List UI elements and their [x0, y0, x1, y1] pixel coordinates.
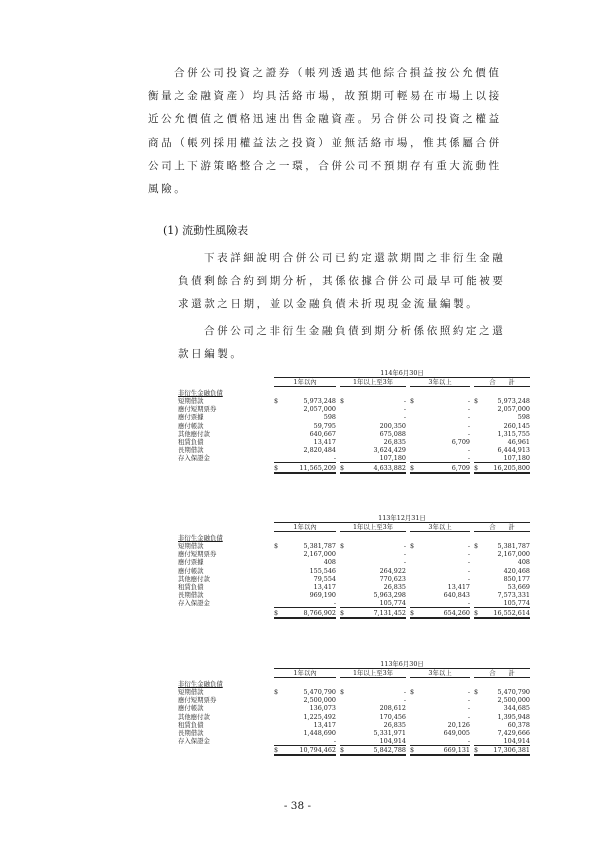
row-label: 應付票據 [178, 413, 204, 422]
row-label: 存入保證金 [178, 737, 210, 746]
currency-sign: $ [474, 608, 479, 617]
value-cell: - [467, 429, 470, 438]
value-cell: 5,470,790 [497, 688, 530, 696]
value-cell: 53,669 [507, 583, 530, 591]
column-header: 合 計 [474, 523, 530, 532]
currency-sign: $ [410, 542, 415, 550]
value-cell: - [403, 542, 406, 550]
value-cell: - [467, 550, 470, 559]
row-label: 租賃負債 [178, 438, 204, 446]
value-cell: - [467, 542, 470, 550]
intro-line: 合併公司投資之證券（帳列透過其他綜合損益按公允價值 [174, 67, 502, 79]
currency-sign: $ [474, 542, 479, 550]
page-number: - 38 - [283, 800, 312, 812]
value-cell: 2,057,000 [497, 405, 530, 414]
total-cell: 669,131 [410, 746, 470, 756]
para-line: 合併公司之非衍生金融負債到期分析係依照約定之還 [204, 325, 506, 337]
total-cell: 17,306,381 [474, 746, 530, 756]
total-cell: 10,794,462 [274, 746, 336, 756]
value-cell: 7,429,666 [497, 729, 530, 737]
value-cell: - [467, 421, 470, 430]
value-cell: 3,624,429 [373, 446, 406, 455]
value-cell: - [467, 574, 470, 583]
row-label: 存入保證金 [178, 599, 210, 608]
value-cell: - [467, 696, 470, 705]
currency-sign: $ [340, 746, 345, 755]
currency-sign: $ [410, 463, 415, 472]
value-cell: - [274, 454, 336, 463]
section-label: 非衍生金融負債 [178, 680, 223, 688]
value-cell: - [467, 397, 470, 405]
value-cell: 2,820,484 [303, 446, 336, 455]
total-cell: 16,205,800 [474, 464, 530, 474]
currency-sign: $ [340, 608, 345, 617]
column-header: 1年以內 [274, 523, 336, 532]
row-label: 長期借款 [178, 591, 204, 600]
row-label: 短期借款 [178, 688, 204, 696]
currency-sign: $ [340, 542, 345, 550]
table-period: 114年6月30日 [274, 369, 530, 378]
row-label: 租賃負債 [178, 720, 204, 729]
value-cell: 79,554 [313, 574, 336, 583]
total-cell: 6,709 [410, 464, 470, 474]
currency-sign: $ [274, 688, 279, 696]
value-cell: 6,444,913 [497, 446, 530, 455]
row-label: 應付短期票券 [178, 550, 217, 559]
maturity-table [0, 369, 595, 509]
value-cell: - [403, 550, 406, 559]
total-cell: 5,842,788 [340, 746, 406, 756]
section-label: 非衍生金融負債 [178, 534, 223, 542]
row-label: 應付短期票券 [178, 405, 217, 414]
value-cell: 1,395,948 [497, 712, 530, 721]
value-cell: 136,073 [309, 704, 336, 713]
value-cell: 26,835 [383, 720, 406, 729]
table-period: 113年6月30日 [274, 660, 530, 669]
value-cell: 2,057,000 [303, 405, 336, 414]
intro-paragraph [148, 62, 502, 201]
intro-line: 衡量之金融資產）均具活絡市場，故預期可輕易在市場上以接 [148, 90, 502, 103]
value-cell: 5,331,971 [373, 729, 406, 737]
value-cell: 2,500,000 [497, 696, 530, 705]
total-cell: 11,565,209 [274, 464, 336, 474]
value-cell: 260,145 [503, 421, 530, 430]
row-label: 應付帳款 [178, 566, 204, 575]
value-cell: - [403, 696, 406, 705]
row-label: 其他應付款 [178, 712, 210, 721]
total-cell: 4,633,882 [340, 464, 406, 474]
row-label: 租賃負債 [178, 583, 204, 591]
value-cell: 13,417 [313, 583, 336, 591]
value-cell: - [403, 558, 406, 567]
currency-sign: $ [474, 397, 479, 405]
value-cell: - [410, 599, 470, 608]
value-cell: 60,378 [507, 720, 530, 729]
value-cell: 13,417 [447, 583, 470, 591]
value-cell: 59,795 [313, 421, 336, 430]
para-line: 下表詳細說明合併公司已約定還款期間之非衍生金融 [204, 252, 506, 264]
value-cell: 640,667 [309, 429, 336, 438]
intro-line: 風險。 [148, 183, 188, 196]
row-label: 應付帳款 [178, 704, 204, 713]
row-label: 短期借款 [178, 542, 204, 550]
row-label: 應付短期票券 [178, 696, 217, 705]
row-label: 長期借款 [178, 446, 204, 455]
currency-sign: $ [474, 746, 479, 755]
value-cell: 675,088 [379, 429, 406, 438]
value-cell: - [467, 558, 470, 567]
value-cell: 6,709 [451, 438, 470, 446]
para-line: 負債剩餘合約到期分析，其係依據合併公司最早可能被要 [178, 275, 506, 288]
value-cell: 104,914 [340, 737, 406, 746]
maturity-table [0, 660, 595, 800]
row-label: 長期借款 [178, 729, 204, 737]
value-cell: 1,315,755 [497, 429, 530, 438]
value-cell: 598 [517, 413, 530, 422]
currency-sign: $ [410, 397, 415, 405]
total-cell: 8,766,902 [274, 609, 336, 619]
currency-sign: $ [274, 463, 279, 472]
value-cell: 105,774 [340, 599, 406, 608]
value-cell: 969,190 [309, 591, 336, 600]
value-cell: 408 [323, 558, 336, 567]
currency-sign: $ [474, 463, 479, 472]
row-label: 其他應付款 [178, 574, 210, 583]
total-cell: 16,552,614 [474, 609, 530, 619]
value-cell: - [467, 704, 470, 713]
value-cell: - [274, 599, 336, 608]
column-header: 1年以上至3年 [340, 523, 406, 532]
para-line: 求還款之日期，並以金融負債未折現現金流量編製。 [178, 298, 480, 311]
row-label: 應付票據 [178, 558, 204, 567]
row-label: 短期借款 [178, 397, 204, 405]
value-cell: 26,835 [383, 583, 406, 591]
currency-sign: $ [274, 397, 279, 405]
intro-line: 近公允價值之價格迅速出售金融資產。另合併公司投資之權益 [148, 113, 502, 126]
value-cell: - [403, 688, 406, 696]
value-cell: 46,961 [507, 438, 530, 446]
column-header: 合 計 [474, 669, 530, 678]
value-cell: 2,167,000 [303, 550, 336, 559]
value-cell: 408 [517, 558, 530, 567]
value-cell: 264,922 [379, 566, 406, 575]
total-cell: 7,131,452 [340, 609, 406, 619]
value-cell: 20,126 [447, 720, 470, 729]
value-cell: 5,381,787 [497, 542, 530, 550]
column-header: 3年以上 [410, 378, 470, 387]
currency-sign: $ [410, 746, 415, 755]
intro-line: 商品（帳列採用權益法之投資）並無活絡市場，惟其係屬合併 [148, 136, 502, 149]
maturity-table [0, 514, 595, 654]
row-label: 存入保證金 [178, 454, 210, 463]
value-cell: 1,225,492 [303, 712, 336, 721]
value-cell: 2,500,000 [303, 696, 336, 705]
currency-sign: $ [410, 688, 415, 696]
column-header: 1年以內 [274, 669, 336, 678]
value-cell: - [403, 413, 406, 422]
column-header: 3年以上 [410, 523, 470, 532]
value-cell: 5,973,248 [303, 397, 336, 405]
value-cell: - [403, 397, 406, 405]
value-cell: 2,167,000 [497, 550, 530, 559]
section-heading: (1) 流動性風險表 [163, 224, 249, 237]
column-header: 1年以內 [274, 378, 336, 387]
value-cell: 105,774 [474, 599, 530, 608]
para-line: 款日編製。 [178, 348, 244, 361]
value-cell: 5,470,790 [303, 688, 336, 696]
currency-sign: $ [340, 463, 345, 472]
value-cell: 420,468 [503, 566, 530, 575]
value-cell: 1,448,690 [303, 729, 336, 737]
value-cell: 5,963,298 [373, 591, 406, 600]
column-header: 合 計 [474, 378, 530, 387]
value-cell: 770,623 [379, 574, 406, 583]
value-cell: 640,843 [443, 591, 470, 600]
column-header: 3年以上 [410, 669, 470, 678]
value-cell: 344,685 [503, 704, 530, 713]
value-cell: 649,005 [443, 729, 470, 737]
column-header: 1年以上至3年 [340, 378, 406, 387]
value-cell: 208,612 [379, 704, 406, 713]
currency-sign: $ [274, 542, 279, 550]
value-cell: 13,417 [313, 438, 336, 446]
value-cell: 5,381,787 [303, 542, 336, 550]
value-cell: - [274, 737, 336, 746]
value-cell: - [410, 737, 470, 746]
row-label: 其他應付款 [178, 429, 210, 438]
value-cell: - [467, 712, 470, 721]
currency-sign: $ [340, 397, 345, 405]
value-cell: 13,417 [313, 720, 336, 729]
value-cell: 850,177 [503, 574, 530, 583]
value-cell: - [467, 405, 470, 414]
maturity-paragraph [178, 320, 506, 366]
table-period: 113年12月31日 [274, 514, 530, 523]
column-header: 1年以上至3年 [340, 669, 406, 678]
intro-line: 公司上下游策略整合之一環，合併公司不預期存有重大流動性 [148, 159, 502, 172]
value-cell: - [467, 566, 470, 575]
value-cell: - [410, 454, 470, 463]
value-cell: 155,546 [309, 566, 336, 575]
currency-sign: $ [340, 688, 345, 696]
currency-sign: $ [274, 608, 279, 617]
value-cell: 598 [323, 413, 336, 422]
value-cell: - [403, 405, 406, 414]
value-cell: - [467, 413, 470, 422]
value-cell: 5,973,248 [497, 397, 530, 405]
row-label: 應付帳款 [178, 421, 204, 430]
value-cell: 107,180 [474, 454, 530, 463]
value-cell: 26,835 [383, 438, 406, 446]
value-cell: 170,456 [379, 712, 406, 721]
value-cell: 7,573,331 [497, 591, 530, 600]
value-cell: - [467, 446, 470, 455]
value-cell: 107,180 [340, 454, 406, 463]
currency-sign: $ [410, 608, 415, 617]
value-cell: - [467, 688, 470, 696]
section-label: 非衍生金融負債 [178, 389, 223, 397]
value-cell: 104,914 [474, 737, 530, 746]
currency-sign: $ [274, 746, 279, 755]
value-cell: 200,350 [379, 421, 406, 430]
total-cell: 654,260 [410, 609, 470, 619]
liquidity-paragraph [178, 247, 506, 317]
currency-sign: $ [474, 688, 479, 696]
